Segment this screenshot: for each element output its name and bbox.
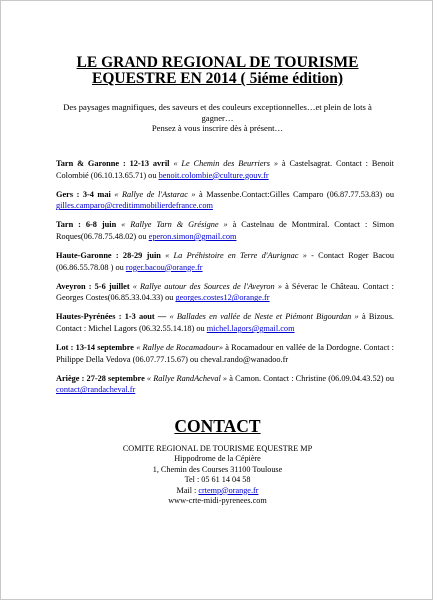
event-item [56, 373, 394, 396]
event-details: à Camon. Contact : Christine (06.09.04.43.52) ou [227, 373, 394, 383]
event-rallye-name: « Ballades en vallée de Neste et Piémont Bigourdan » [169, 312, 359, 322]
event-details: à Castelnau de Montmiral. Contact : Simon Roques(06.78.75.48.02) ou [56, 220, 394, 241]
event-region: Lot [56, 343, 69, 353]
intro-line: Des paysages magnifiques, des saveurs et des couleurs exceptionnelles…et plein de lots à [63, 102, 372, 112]
contact-organization: COMITE REGIONAL DE TOURISME EQUESTRE MP [122, 444, 313, 453]
event-email-link[interactable]: contact@randacheval.fr [56, 385, 136, 395]
contact-phone: Tel : 05 61 14 04 58 [184, 475, 251, 485]
intro-paragraph [57, 102, 378, 134]
contact-address: 1, Chemin des Courses 31100 Toulouse [152, 464, 283, 474]
event-details: à Bizous. Contact : Michel Lagors (06.32.55.14.18) ou [56, 312, 395, 334]
contact-mail-label: Mail : [176, 485, 199, 495]
event-item [56, 158, 394, 181]
event-region: Ariège [56, 373, 80, 383]
event-email-link[interactable]: michel.lagors@gmail.com [206, 324, 295, 334]
event-list [56, 158, 394, 404]
event-details: à Castelsagrat. Contact : Benoit Colombié (06.10.13.65.71) ou [56, 159, 394, 180]
event-date: : 3-4 mai [73, 189, 115, 199]
event-date: : 28-29 juin [111, 251, 166, 261]
event-details: à Rocamadour en vallée de la Dordogne. Contact : Philippe Della Vedova (06.07.77.15.67) ou cheval.rando@wanadoo.fr [56, 343, 394, 364]
event-rallye-name: « Rallye autour des Sources de l'Aveyron » [132, 281, 282, 291]
event-email-link[interactable]: roger.bacou@orange.fr [125, 262, 203, 272]
event-item [56, 250, 394, 273]
event-region: Gers [56, 189, 74, 199]
event-details: à Séverac le Château. Contact : Georges Costes(06.85.33.04.33) ou [56, 281, 394, 303]
contact-block [1, 444, 433, 506]
event-item [56, 342, 394, 365]
event-region: Haute-Garonne [56, 251, 112, 261]
event-email-link[interactable]: georges.costes12@orange.fr [175, 293, 270, 303]
document-title-line-1: LE GRAND REGIONAL DE TOURISME [76, 54, 359, 71]
event-rallye-name: « Rallye de Rocamadour» [136, 343, 224, 353]
event-region: Hautes-Pyrénées [56, 312, 116, 322]
event-item [56, 219, 394, 242]
event-date: : 13-14 septembre [68, 343, 137, 353]
event-email-link[interactable]: eperon.simon@gmail.com [148, 231, 237, 241]
event-region: Aveyron [56, 281, 86, 291]
event-date: : 6-8 juin [73, 220, 122, 230]
event-date: : 1-3 aout — [115, 312, 170, 322]
event-date: : 12-13 avril [119, 159, 174, 168]
event-email-link[interactable]: gilles.camparo@creditimmobilierdefrance.com [56, 201, 213, 211]
event-date: : 27-28 septembre [79, 373, 147, 383]
contact-heading: CONTACT [174, 416, 261, 436]
event-region: Tarn [56, 220, 74, 230]
event-rallye-name: « Rallye de l'Astarac » [114, 189, 196, 199]
event-rallye-name: « Rallye Tarn & Grésigne » [121, 220, 228, 230]
contact-venue: Hippodrome de la Cépière [174, 454, 261, 464]
event-email-link[interactable]: benoit.colombie@culture.gouv.fr [158, 170, 269, 180]
contact-mail-line [1, 486, 433, 496]
intro-line: Pensez à vous inscrire dès à présent… [151, 123, 284, 134]
event-item [56, 281, 394, 304]
contact-website: www-crte-midi-pyrenees.com [168, 496, 267, 506]
event-item [56, 311, 394, 334]
document-title-line-2: EQUESTRE EN 2014 ( 5iéme édition) [91, 70, 344, 87]
intro-line: gagner… [201, 112, 234, 123]
event-date: : 5-6 juillet [85, 281, 133, 291]
event-rallye-name: « Rallye RandAcheval » [146, 373, 228, 383]
event-rallye-name: « Le Chemin des Beurriers » [173, 159, 279, 168]
event-rallye-name: « La Préhistoire en Terre d'Aurignac » [165, 251, 307, 261]
event-region: Tarn & Garonne [56, 159, 120, 168]
contact-mail-link[interactable]: crtemp@orange.fr [198, 485, 259, 495]
event-details: à Massenbe.Contact:Gilles Camparo (06.87.77.53.83) ou [195, 189, 394, 199]
event-details: - Contact Roger Bacou (06.86.55.78.08 ) ou [56, 251, 395, 272]
event-item [56, 189, 394, 212]
